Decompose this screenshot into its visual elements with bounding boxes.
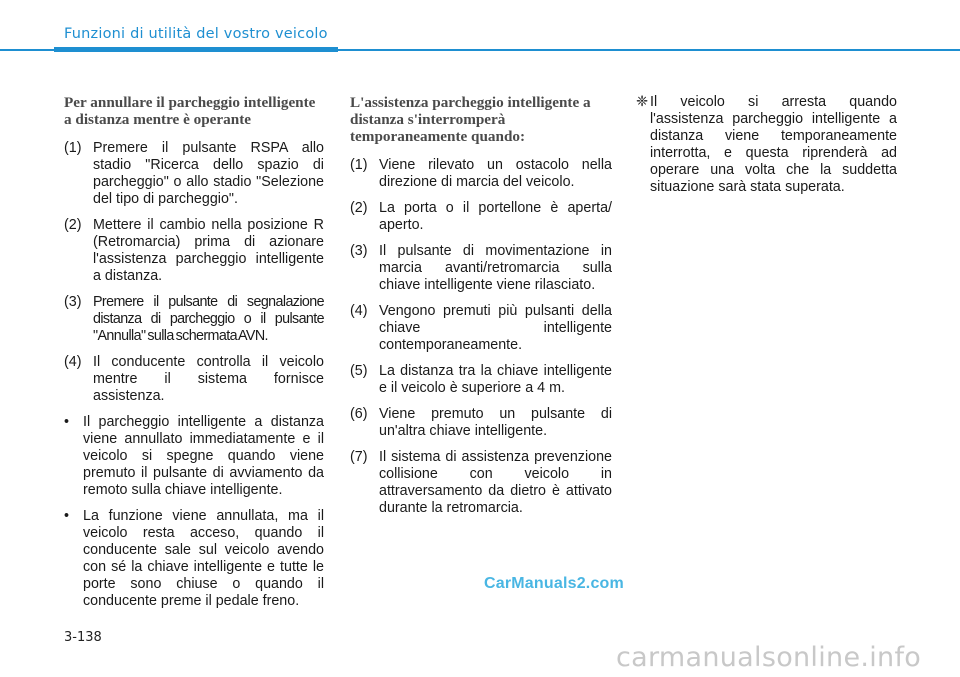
item-text: Viene rilevato un ostacolo nella direzione di marcia del veicolo. [379, 157, 612, 190]
list-item [350, 200, 612, 234]
item-number: (6) [350, 406, 368, 422]
item-text: Vengono premuti più pulsanti della chiave intelligente contemporaneamente. [379, 303, 612, 353]
bullet-item [64, 508, 324, 610]
list-item [350, 406, 612, 440]
item-text: Il sistema di assistenza prevenzione collisione con veicolo in attraversamento da dietro è attivato durante la retromarcia. [379, 449, 612, 516]
item-text: La porta o il portellone è aperta/ aperto. [379, 200, 612, 233]
list-item [64, 354, 324, 405]
note-item [636, 94, 897, 196]
bullet-item [64, 414, 324, 499]
list-item [64, 140, 324, 208]
list-item [350, 243, 612, 294]
item-text: La distanza tra la chiave intelligente e il veicolo è superiore a 4 m. [379, 363, 612, 396]
item-number: (7) [350, 449, 368, 465]
list-item [350, 303, 612, 354]
item-text: Premere il pulsante RSPA allo stadio "Ricerca dello spazio di parcheggio" o allo stadio "Selezione del tipo di parcheggio". [93, 140, 324, 207]
list-item [350, 449, 612, 517]
header-accent-bar [54, 47, 338, 52]
item-number: (5) [350, 363, 368, 379]
item-number: (2) [64, 217, 82, 233]
item-number: (3) [350, 243, 368, 259]
item-text: Mettere il cambio nella posizione R (Retromarcia) prima di azionare l'assistenza parcheggio intelligente a distanza. [93, 217, 324, 284]
item-text: Viene premuto un pulsante di un'altra chiave intelligente. [379, 406, 612, 439]
bullet-text: La funzione viene annullata, ma il veicolo resta acceso, quando il conducente sale sul veicolo avendo con sé la chiave intelligente e tutte le porte sono chiuse o quando il conducente preme il pedale freno. [83, 508, 324, 609]
note-text: Il veicolo si arresta quando l'assistenza parcheggio intelligente a distanza viene temporaneamente interrotta, e questa riprenderà ad operare una volta che la suddetta situazione sarà stata superata. [650, 94, 897, 195]
page-number: 3-138 [64, 630, 102, 645]
item-text: Il conducente controlla il veicolo mentre il sistema fornisce assistenza. [93, 354, 324, 404]
section-title: Funzioni di utilità del vostro veicolo [64, 26, 328, 42]
note-mark-icon: ❈ [636, 94, 648, 110]
bullet-mark: • [64, 508, 70, 524]
column-left [64, 94, 324, 619]
watermark-logo: CarManuals2.com [484, 575, 624, 592]
bullet-mark: • [64, 414, 70, 430]
bullet-text: Il parcheggio intelligente a distanza viene annullato immediatamente e il veicolo si spegne quando viene premuto il pulsante di avviamento da remoto sulla chiave intelligente. [83, 414, 324, 498]
item-number: (4) [64, 354, 82, 370]
column-middle [350, 94, 612, 526]
item-text: Il pulsante di movimentazione in marcia avanti/retromarcia sulla chiave intelligente viene rilasciato. [379, 243, 612, 293]
item-number: (1) [64, 140, 82, 156]
item-text: Premere il pulsante di segnalazione distanza di parcheggio o il pulsante "Annulla" sulla schermata AVN. [93, 294, 324, 344]
column-right [636, 94, 897, 196]
item-number: (4) [350, 303, 368, 319]
site-watermark: carmanualsonline.info [616, 642, 922, 673]
list-item [64, 294, 324, 345]
cancel-heading: Per annullare il parcheggio intelligente a distanza mentre è operante [64, 94, 316, 128]
item-number: (3) [64, 294, 82, 310]
list-item [64, 217, 324, 285]
item-number: (1) [350, 157, 368, 173]
list-item [350, 363, 612, 397]
item-number: (2) [350, 200, 368, 216]
list-item [350, 157, 612, 191]
interruption-heading: L'assistenza parcheggio intelligente a distanza s'interromperà temporaneamente quando: [350, 94, 591, 145]
